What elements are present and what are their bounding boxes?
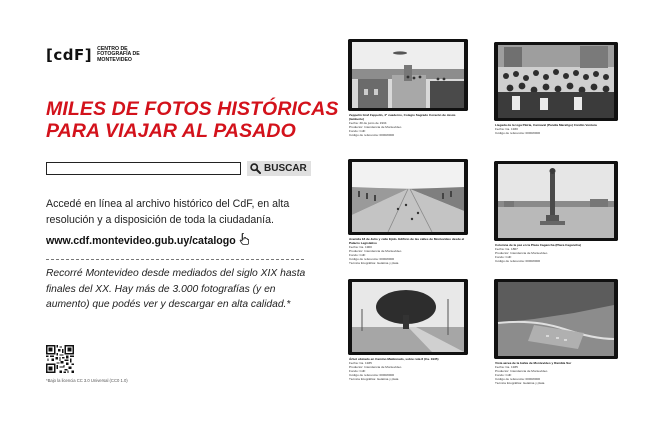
photo-monument[interactable] [494,161,618,241]
photo-caption-line: Fecha: Ca. 1867 [495,247,518,251]
photo-caption-line: Fondo: CdF [349,129,366,133]
photo-caption-title: Columna de la paz en la Plaza Cagancha (Plaza Cagancha) [495,243,581,247]
logo-mark: [cdF] [46,46,93,64]
photo-card[interactable] [348,279,468,389]
photo-caption-line: Fondo: CdF [495,373,512,377]
description-text: Recorré Montevideo desde mediados del siglo XIX hasta finales del XX. Hay más de 3.000 fotografías (y en aumento) que podés ver y descargar en alta calidad.* [46,268,306,310]
photo-caption-title: Llegada de la Liga Pátria, Carnaval (Pandía Marañgo) Crédito Ventura [495,123,597,127]
photo-tree-road[interactable] [348,279,468,355]
search-icon [250,163,261,174]
photo-card[interactable] [494,161,618,269]
photo-caption [495,243,618,263]
intro-text: Accedé en línea al archivo histórico del CdF, en alta resolución y a disposición de toda la ciudadanía. [46,198,290,226]
license-note: *Bajo la licencia CC 3.0 Universal (CC0 1.0) [46,378,128,383]
photo-caption [349,357,468,381]
photo-caption-line: Productor: Intendencia de Montevideo [349,365,402,369]
photo-caption-line: Fecha: Ca. 1935 [349,361,372,365]
photo-card[interactable] [348,159,468,269]
photo-caption-line: Código de referencia: 0000/0000 [349,133,395,137]
photo-caption-line: Fondo: CdF [349,369,366,373]
photo-card[interactable] [348,39,468,137]
photo-caption-line: Productor: Intendencia de Montevideo [349,249,402,253]
logo-name: CENTRO DE FOTOGRAFÍA DE MONTEVIDEO [97,45,140,63]
photo-caption-line: Código de referencia: 0000/0000 [495,377,541,381]
photo-caption-title: Avenida 18 de Julio y calle Ejido. Edificio de las calles de Montevideo desde el Palacio Legislativo [349,237,465,245]
search-input[interactable] [46,162,241,175]
photo-card[interactable] [494,279,618,389]
catalog-url[interactable]: www.cdf.montevideo.gub.uy/catalogo [46,234,236,247]
photo-caption [349,113,468,137]
photo-caption-line: Código de referencia: 0000/0000 [349,257,395,261]
photo-caption-line: Productor: Intendencia de Montevideo [349,125,402,129]
photo-caption-line: Código de referencia: 0000/0000 [495,131,541,135]
photo-caption-line: Fecha: Ca. 1930 [495,127,518,131]
qr-code-icon[interactable] [46,345,74,373]
catalog-link[interactable] [46,233,250,248]
photo-aerial-coast[interactable] [494,279,618,359]
photo-caption-line: Fecha: 30 de junio de 1934 [349,121,387,125]
photo-caption-line: Fondo: CdF [495,255,512,259]
photo-caption-title: Árbol ubicado en Camino Maldonado, sobre ruta 8 (Ca. 1935) [349,357,439,361]
photo-caption-line: Técnica fotográfica: Gelatina y plata [495,381,545,385]
pointer-hand-icon [239,233,250,248]
photo-caption [495,361,618,385]
photo-caption-line: Técnica fotográfica: Gelatina y plata [349,261,399,265]
photo-caption-line: Fecha: Ca. 1935 [495,365,518,369]
search-button-label: BUSCAR [264,163,307,174]
photo-caption-line: Código de referencia: 0000/0000 [349,373,395,377]
divider [46,259,304,260]
headline [46,98,339,142]
photo-avenue[interactable] [348,159,468,235]
logo [46,46,157,64]
photo-card[interactable] [494,42,618,137]
photo-caption-line: Productor: Intendencia de Montevideo [495,369,548,373]
photo-caption-line: Productor: Intendencia de Montevideo [495,251,548,255]
photo-caption-line: Fondo: CdF [349,253,366,257]
photo-crowd[interactable] [494,42,618,121]
search-button[interactable] [247,161,311,176]
photo-caption-line: Fecha: Ca. 1900 [349,245,372,249]
photo-caption [349,237,468,265]
photo-zeppelin-rooftop[interactable] [348,39,468,111]
search-bar [46,161,311,176]
photo-caption [495,123,618,135]
headline-line-2: PARA VIAJAR AL PASADO [46,120,296,142]
photo-caption-line: Técnica fotográfica: Gelatina y plata [349,377,399,381]
photo-caption-line: Código de referencia: 0000/0000 [495,259,541,263]
photo-caption-title: Vista aérea de la bahía de Montevideo y Rambla Sur [495,361,572,365]
headline-line-1: MILES DE FOTOS HISTÓRICAS [46,98,339,120]
photo-caption-title: Zeppelin Graf Zeppelin, 4º cuaderno, Colegio Sagrado Corazón de Jesús (lamberte) [349,113,456,121]
